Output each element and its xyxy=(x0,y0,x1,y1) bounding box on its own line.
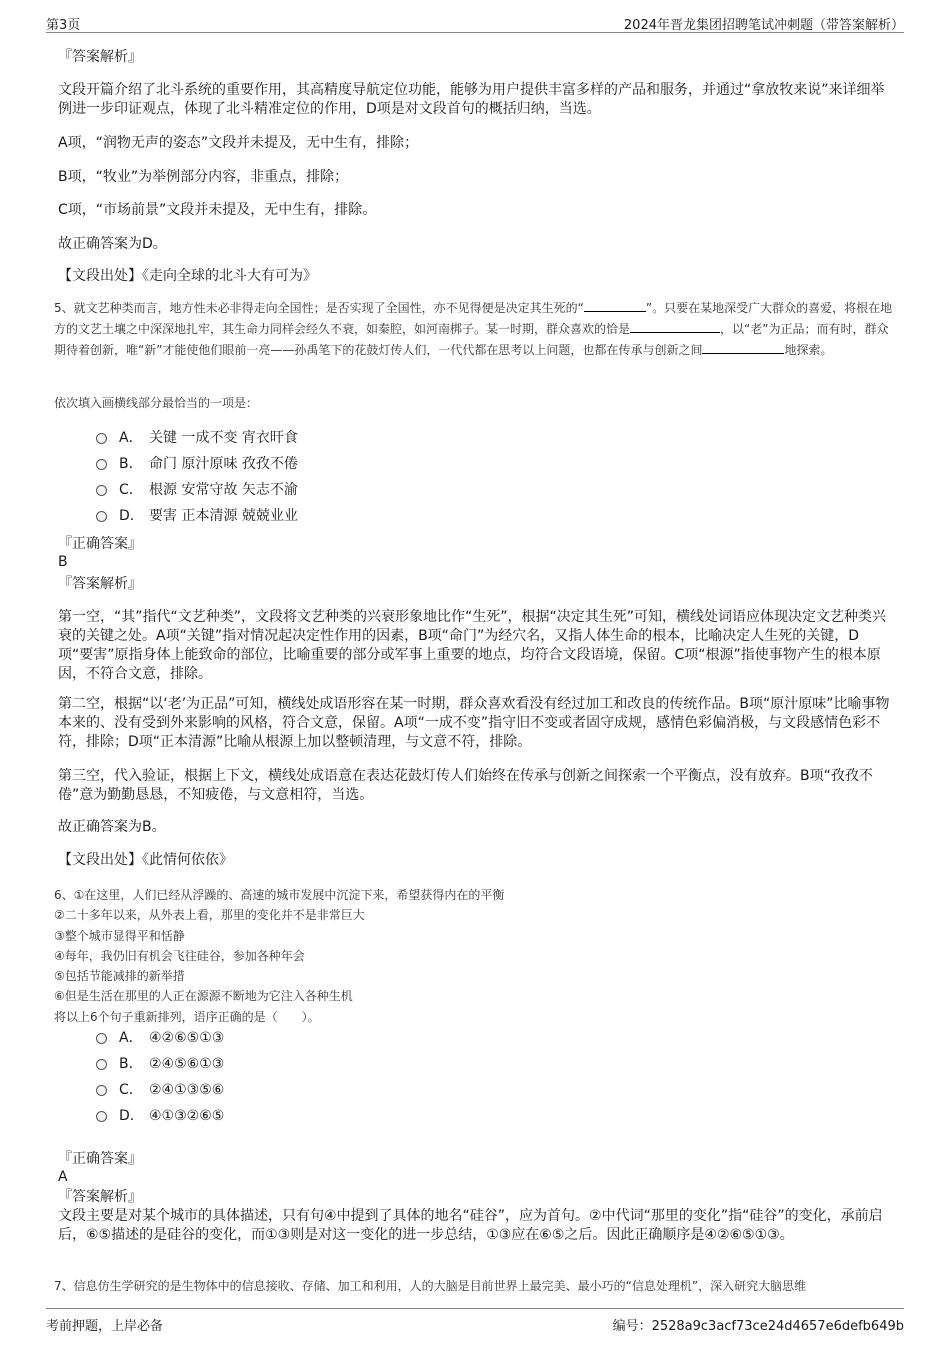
option-a[interactable]: A． ④②⑥⑤①③ xyxy=(96,1025,224,1051)
correct-answer: B xyxy=(58,554,68,570)
document-title: 2024年晋龙集团招聘笔试冲刺题（带答案解析） xyxy=(623,18,904,33)
correct-answer: A xyxy=(58,1169,68,1185)
page-number: 第3页 xyxy=(46,18,81,33)
question-5-stem: 5、就文艺种类而言，地方性未必非得走向全国性；是否实现了全国性，亦不见得便是决定其生死的“ ”。只要在某地深受广大群众的喜爱，将根在地方的文艺土壤之中深深地扎牢，其生命力同样会经久不衰，如秦腔，如河南梆子。某一时期，群众喜欢的恰是 ，以“老”为正品；而有时，群众期待着创新，唯“新”才能使他们眼前一亮——孙禹笔下的花鼓灯传人们，一代代都在思考以上问题，也都在传承与创新之间 地探索。 xyxy=(54,298,896,361)
answer-blank-1 xyxy=(584,298,646,312)
analysis-paragraph-2: 第二空，根据“以‘老’为正品”可知，横线处成语形容在某一时期，群众喜欢看没有经过加工和改良的传统作品。B项“原汁原味”比喻事物本来的、没有受到外来影响的风格，符合文意，保留。A项“一成不变”指守旧不变或者固守成规，感情色彩偏消极，与文段感情色彩不符，排除；D项“正本清源”比喻从根源上加以整顿清理，与文意不符，排除。 xyxy=(58,696,890,750)
page-header xyxy=(46,12,904,33)
question-6-options xyxy=(96,1025,224,1129)
radio-icon[interactable] xyxy=(96,485,107,496)
conclusion: 故正确答案为D。 xyxy=(58,236,167,252)
analysis-paragraph-3: 第三空，代入验证，根据上下文，横线处成语意在表达花鼓灯传人们始终在传承与创新之间探索一个平衡点，没有放弃。B项“孜孜不倦”意为勤勤恳恳，不知疲倦，与文意相符，当选。 xyxy=(58,768,873,803)
analysis-label: 『答案解析』 xyxy=(58,1189,142,1205)
analysis-label: 『答案解析』 xyxy=(58,576,142,592)
page-footer xyxy=(46,1308,904,1333)
footer-slogan: 考前押题，上岸必备 xyxy=(46,1319,164,1334)
radio-icon[interactable] xyxy=(96,511,107,522)
option-a[interactable]: A． 关键 一成不变 宵衣旰食 xyxy=(96,425,298,451)
passage-source: 【文段出处】《此情何依依》 xyxy=(58,852,233,868)
radio-icon[interactable] xyxy=(96,459,107,470)
conclusion: 故正确答案为B。 xyxy=(58,819,166,835)
analysis-option-a: A项，“润物无声的姿态”文段并未提及，无中生有，排除； xyxy=(58,135,419,151)
analysis-option-c: C项，“市场前景”文段并未提及，无中生有，排除。 xyxy=(58,202,377,218)
option-d[interactable]: D． ④①③②⑥⑤ xyxy=(96,1103,224,1129)
option-d[interactable]: D． 要害 正本清源 兢兢业业 xyxy=(96,503,298,529)
radio-icon[interactable] xyxy=(96,1033,107,1044)
radio-icon[interactable] xyxy=(96,1059,107,1070)
analysis-paragraph: 文段开篇介绍了北斗系统的重要作用，其高精度导航定位功能，能够为用户提供丰富多样的产品和服务，并通过“拿放牧来说”来详细举例进一步印证观点，体现了北斗精准定位的作用，D项是对文段首句的概括归纳，当选。 xyxy=(58,82,885,117)
question-5-prompt: 依次填入画横线部分最恰当的一项是： xyxy=(54,396,259,410)
question-7-stem: 7、信息仿生学研究的是生物体中的信息接收、存储、加工和利用，人的大脑是目前世界上最完美、最小巧的“信息处理机”，深入研究大脑思维 xyxy=(54,1279,807,1293)
question-5-options xyxy=(96,425,298,529)
radio-icon[interactable] xyxy=(96,1085,107,1096)
option-c[interactable]: C． ②④①③⑤⑥ xyxy=(96,1077,224,1103)
passage-source: 【文段出处】《走向全球的北斗大有可为》 xyxy=(58,268,317,284)
question-6-stem: 6、①在这里，人们已经从浮躁的、高速的城市发展中沉淀下来，希望获得内在的平衡 ②二十多年以来，从外表上看，那里的变化并不是非常巨大 ③整个城市显得平和恬静 ④每年，我仍旧有机会飞往硅谷，参加各种年会 ⑤包括节能减排的新举措 ⑥但是生活在那里的人正在源源不断地为它注入各种生机 将以上6个句子重新排列，语序正确的是（ ）。 xyxy=(54,888,505,1024)
analysis-label: 『答案解析』 xyxy=(58,49,142,65)
option-b[interactable]: B． ②④⑤⑥①③ xyxy=(96,1051,224,1077)
option-c[interactable]: C． 根源 安常守故 矢志不渝 xyxy=(96,477,298,503)
analysis-option-b: B项，“牧业”为举例部分内容，非重点，排除； xyxy=(58,169,349,185)
radio-icon[interactable] xyxy=(96,433,107,444)
answer-blank-2 xyxy=(630,319,720,333)
analysis-paragraph-1: 第一空，“其”指代“文艺种类”，文段将文艺种类的兴衰形象地比作“生死”，根据“决定其生死”可知，横线处词语应体现决定文艺种类兴衰的关键之处。A项“关键”指对情况起决定性作用的因素，B项“命门”为经穴名，又指人体生命的根本，比喻决定人生死的关键，D项“要害”原指身体上能致命的部位，比喻重要的部分或军事上重要的地点，均符合文段语境，保留。C项“根源”指使事物产生的根本原因，不符合文意，排除。 xyxy=(58,609,887,682)
document-code: 编号：2528a9c3acf73ce24d4657e6defb649b xyxy=(612,1319,904,1334)
answer-blank-3 xyxy=(702,340,784,354)
radio-icon[interactable] xyxy=(96,1111,107,1122)
correct-answer-label: 『正确答案』 xyxy=(58,536,142,552)
option-b[interactable]: B． 命门 原汁原味 孜孜不倦 xyxy=(96,451,298,477)
analysis-paragraph: 文段主要是对某个城市的具体描述，只有句④中提到了具体的地名“硅谷”，应为首句。②中代词“那里的变化”指“硅谷”的变化，承前启后，⑥⑤描述的是硅谷的变化，而①③则是对这一变化的进一步总结，①③应在⑥⑤之后。因此正确顺序是④②⑥⑤①③。 xyxy=(58,1208,883,1243)
correct-answer-label: 『正确答案』 xyxy=(58,1151,142,1167)
